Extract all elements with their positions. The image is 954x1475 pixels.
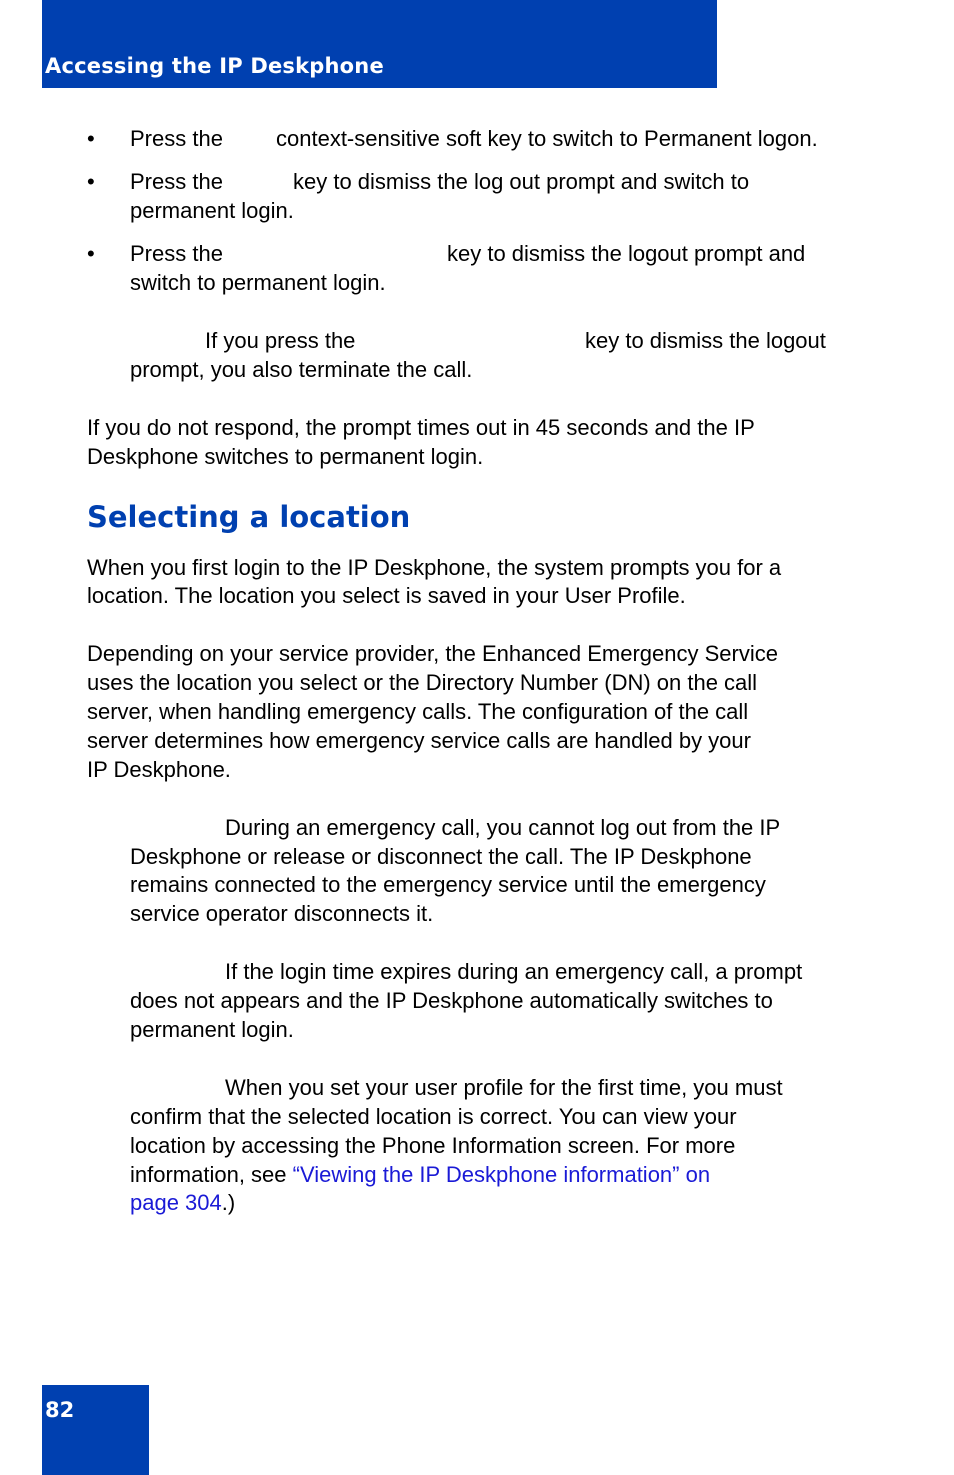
note-3-line: If the login time expires during an emergency call, a prompt — [225, 959, 803, 984]
emergency-paragraph-line: server determines how emergency service calls are handled by your — [87, 728, 751, 753]
bullet-1-text-a: Press the — [130, 126, 223, 151]
bullet-1-text-b: context-sensitive soft key to switch to Permanent logon. — [276, 126, 818, 151]
note-2-line: Deskphone or release or disconnect the call. The IP Deskphone — [130, 844, 752, 869]
note-4-line: location by accessing the Phone Information screen. For more — [130, 1133, 736, 1158]
bullet-2-text-b: key to dismiss the log out prompt and switch to — [293, 169, 750, 194]
note-4-line: confirm that the selected location is correct. You can view your — [130, 1104, 737, 1129]
cross-reference-link-page[interactable]: page 304 — [130, 1190, 222, 1215]
note-2-line: service operator disconnects it. — [130, 901, 434, 926]
emergency-paragraph-line: IP Deskphone. — [87, 757, 231, 782]
note-4-line — [130, 1160, 710, 1189]
note-2-line: remains connected to the emergency service until the emergency — [130, 872, 766, 897]
note-1-text-a: If you press the — [205, 328, 356, 353]
location-paragraph-line: location. The location you select is saved in your User Profile. — [87, 583, 686, 608]
bullet-3-text-c: switch to permanent login. — [130, 270, 386, 295]
timeout-paragraph-line: Deskphone switches to permanent login. — [87, 444, 484, 469]
note-4-prefix: information, see — [130, 1162, 293, 1187]
cross-reference-link[interactable]: “Viewing the IP Deskphone information” on — [292, 1162, 711, 1187]
emergency-paragraph-line: Depending on your service provider, the Enhanced Emergency Service — [87, 641, 778, 666]
emergency-paragraph-line: uses the location you select or the Directory Number (DN) on the call — [87, 670, 758, 695]
page-number: 82 — [45, 1398, 75, 1422]
bullet-3-text-b: key to dismiss the logout prompt and — [447, 241, 806, 266]
note-1-text-c: prompt, you also terminate the call. — [130, 357, 473, 382]
bullet-2-text-c: permanent login. — [130, 198, 294, 223]
bullet-marker: • — [87, 126, 95, 151]
note-2-line: During an emergency call, you cannot log out from the IP — [225, 815, 781, 840]
note-4-line — [130, 1188, 235, 1217]
bullet-marker: • — [87, 169, 95, 194]
location-paragraph-line: When you first login to the IP Deskphone, the system prompts you for a — [87, 555, 782, 580]
running-header-title: Accessing the IP Deskphone — [45, 54, 384, 78]
note-4-line: When you set your user profile for the first time, you must — [225, 1075, 783, 1100]
timeout-paragraph-line: If you do not respond, the prompt times out in 45 seconds and the IP — [87, 415, 755, 440]
bullet-marker: • — [87, 241, 95, 266]
note-1-text-b: key to dismiss the logout — [585, 328, 826, 353]
emergency-paragraph-line: server, when handling emergency calls. The configuration of the call — [87, 699, 749, 724]
bullet-2-text-a: Press the — [130, 169, 223, 194]
section-heading: Selecting a location — [87, 500, 411, 534]
note-4-suffix: .) — [221, 1190, 236, 1215]
bullet-3-text-a: Press the — [130, 241, 223, 266]
note-3-line: permanent login. — [130, 1017, 294, 1042]
note-3-line: does not appears and the IP Deskphone automatically switches to — [130, 988, 773, 1013]
